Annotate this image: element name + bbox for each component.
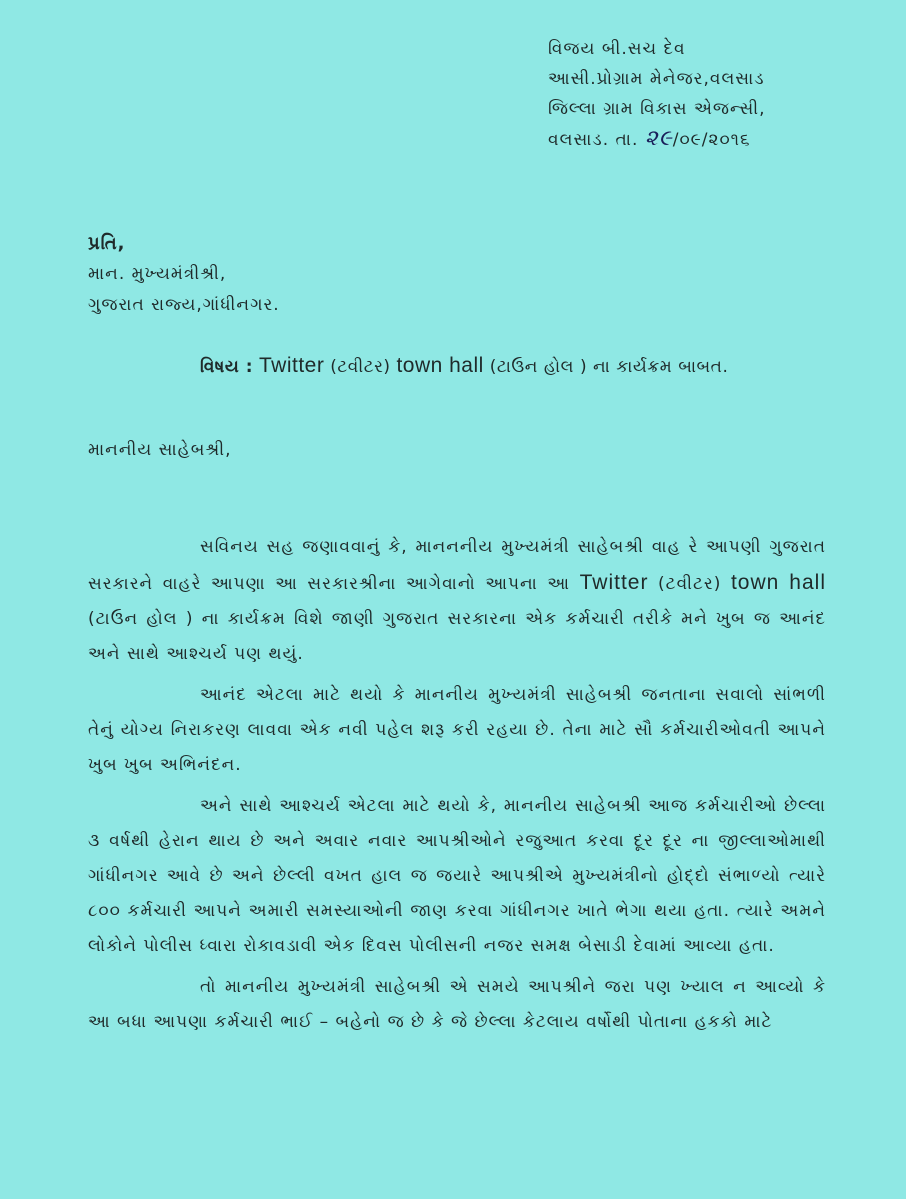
subject-twitter-gu: (ટવીટર) [330,357,391,377]
paragraph-1-twitter: Twitter [579,571,649,594]
subject-rest: ના કાર્યક્રમ બાબત. [592,357,729,377]
date-prefix: વલસાડ. તા. [548,130,639,150]
subject-townhall-gu: (ટાઉન હોલ ) [489,357,588,377]
sender-office: જિલ્લા ગ્રામ વિકાસ એજન્સી, [548,99,766,119]
date-rest: /૦૯/૨૦૧૬ [672,130,751,150]
sender-block [548,34,766,155]
subject-twitter: Twitter [258,354,325,377]
recipient-line-2: ગુજરાત રાજ્ય,ગાંધીનગર. [88,295,280,315]
paragraph-1-townhall: town hall [730,571,826,594]
sender-designation: આસી.પ્રોગ્રામ મેનેજર,વલસાડ [548,69,765,89]
paragraph-1 [88,530,826,672]
paragraph-3: અને સાથે આશ્ચર્ય એટલા માટે થયો કે, માનનીય સાહેબશ્રી આજ કર્મચારીઓ છેલ્લા ૩ વર્ષથી હેરાન થાય છે અને અવાર નવાર આપશ્રીઓને રજુઆત કરવા દૂર દૂર ના જીલ્લાઓમાથી ગાંધીનગર આવે છે અને છેલ્લી વખત હાલ જ જયારે આપશ્રીએ મુખ્યમંત્રીનો હોદ્દો સંભાળ્યો ત્યારે ૮૦૦ કર્મચારી આપને અમારી સમસ્યાઓની જાણ કરવા ગાંધીનગર ખાતે ભેગા થયા હતા. ત્યારે અમને લોકોને પોલીસ ધ્વારા રોકાવડાવી એક દિવસ પોલીસની નજર સમક્ષ બેસાડી દેવામાં આવ્યા હતા. [88,796,826,956]
to-label: પ્રતિ, [88,233,126,254]
paragraph-2: આનંદ એટલા માટે થયો કે માનનીય મુખ્યમંત્રી સાહેબશ્રી જનતાના સવાલો સાંભળી તેનું યોગ્ય નિરાકરણ લાવવા એક નવી પહેલ શરૂ કરી રહયા છે. તેના માટે સૌ કર્મચારીઓવતી આપને ખુબ ખુબ અભિનંદન. [88,685,826,775]
recipient-block [88,228,280,321]
paragraph-1-part-a: સવિનય સહ જણાવવાનું કે, માનનનીય મુખ્યમંત્રી સાહેબશ્રી વાહ રે આપણી ગુજરાત સરકારને વાહરે આપણા આ સરકારશ્રીના આગેવાનો આપના આ [88,537,826,594]
subject-townhall: town hall [396,354,484,377]
date-day-handwritten: ૨૯ [644,126,673,151]
subject-label: વિષય : [200,357,254,377]
recipient-line-1: માન. મુખ્યમંત્રીશ્રી, [88,264,227,284]
letter-body [88,530,826,1046]
subject-line [200,354,728,378]
paragraph-1-part-b: (ટવીટર) [648,574,731,594]
paragraph-4: તો માનનીય મુખ્યમંત્રી સાહેબશ્રી એ સમયે આપશ્રીને જરા પણ ખ્યાલ ન આવ્યો કે આ બધા આપણા કર્મચારી ભાઈ – બહેનો જ છે કે જે છેલ્લા કેટલાય વર્ષોથી પોતાના હકકો માટે [88,977,826,1032]
paragraph-1-part-c: (ટાઉન હોલ ) ના કાર્યક્રમ વિશે જાણી ગુજરાત સરકારના એક કર્મચારી તરીકે મને ખુબ જ આનંદ અને સાથે આશ્ચર્ય પણ થયું. [88,609,826,664]
letter-date [548,124,766,155]
salutation: માનનીય સાહેબશ્રી, [88,440,232,460]
sender-name: વિજય બી.સચ દેવ [548,39,686,59]
